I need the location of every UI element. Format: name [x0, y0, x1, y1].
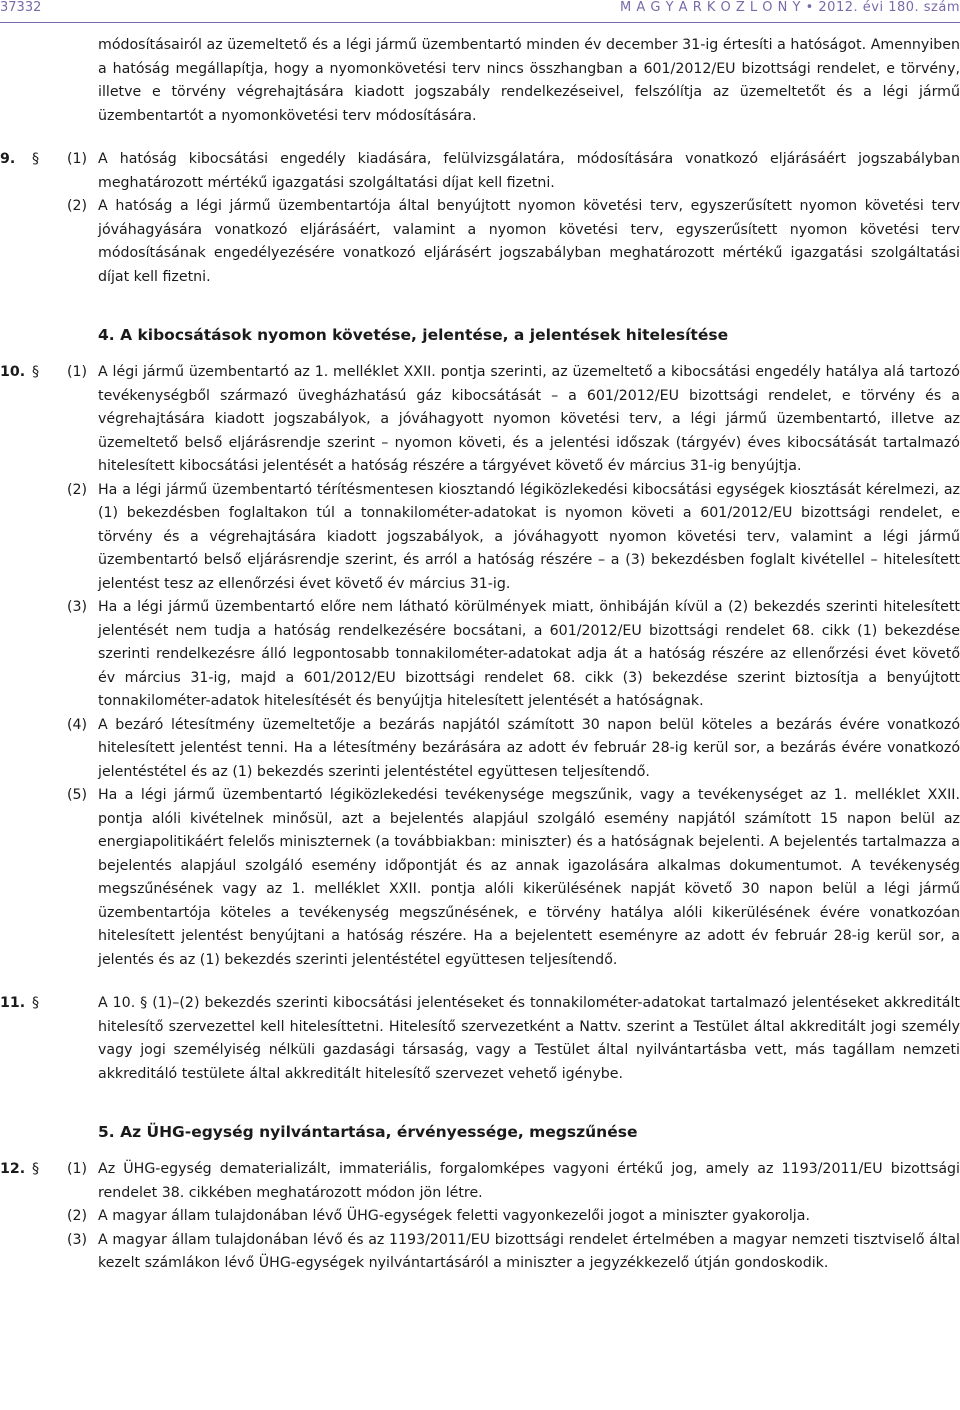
subsection-text: Ha a légi jármű üzembentartó térítésmentesen kiosztandó légiközlekedési kibocsátási egységek kiosztását kérelmezi, az (1) bekezdésben foglaltakon túl a tonnakilométer-adatokat is nyomon követi a 601/2012/EU bizottsági rendelet, e törvény és a végrehajtására kiadott jogszabályok, a jóváhagyott nyomon követési terv, valamint a légi jármű üzembentartó belső eljárásrendje szerint, és arról a hatóság részére – a (3) bekezdésben foglalt kivétellel – hitelesített jelentést tesz az ellenőrzési évet követő év március 31-ig.	[98, 481, 960, 592]
section-11	[0, 992, 960, 1086]
subsection-text: Ha a légi jármű üzembentartó előre nem látható körülmények miatt, önhibáján kívül a (2) bekezdés szerinti hitelesített jelentését nem tudja a hatóság rendelkezésére bocsátani, a 601/2012/EU bizottsági rendelet 68. cikk (1) bekezdése szerinti rendelkezésre álló legpontosabb tonnakilométer-adatokat adja át a hatóság részére az ellenőrzési évet követő év március 31-ig, majd a 601/2012/EU bizottsági rendelet 68. cikk (3) bekezdése szerint biztosítja a benyújtott tonnakilométer-adatok hitelesítését és benyújtja hitelesített jelentését a hatóságnak.	[98, 599, 960, 709]
subsection-number: (3)	[67, 599, 88, 615]
page-header	[0, 0, 960, 22]
header-rule	[0, 22, 960, 23]
subsection-number: (1)	[67, 1161, 88, 1177]
section-sign: §	[32, 1161, 40, 1177]
section-number: 9.	[0, 151, 16, 167]
page-number: 37332	[0, 0, 42, 15]
subsection	[67, 1205, 960, 1229]
section-number: 12.	[0, 1161, 26, 1177]
chapter-heading-4: 4. A kibocsátások nyomon követése, jelentése, a jelentések hitelesítése	[98, 326, 729, 344]
subsection-number: (3)	[67, 1231, 88, 1248]
section-sign: §	[32, 364, 40, 380]
section-9	[0, 148, 960, 289]
subsection-text: A magyar állam tulajdonában lévő és az 1193/2011/EU bizottsági rendelet értelmében a magyar nemzeti tisztviselő által kezelt számlákon lévő ÜHG-egységek nyilvántartásáról a miniszter a jegyzékkezelő útján gondoskodik.	[98, 1231, 960, 1271]
intro-paragraph: módosításairól az üzemeltető és a légi jármű üzembentartó minden év december 31-ig értesíti a hatóságot. Amennyiben a hatóság megállapítja, hogy a nyomonkövetési terv nincs összhangban a 601/2012/EU bizottsági rendelet, e törvény, illetve e törvény végrehajtására kiadott jogszabály rendelkezéseivel, felszólítja az üzemeltetőt és a légi jármű üzembentartót a nyomonkövetési terv módosítására.	[98, 37, 960, 124]
subsection	[67, 1229, 960, 1276]
chapter-heading-5: 5. Az ÜHG-egység nyilvántartása, érvényessége, megszűnése	[98, 1123, 638, 1141]
subsection	[67, 361, 960, 479]
subsection-text: A hatóság kibocsátási engedély kiadására, felülvizsgálatára, módosítására vonatkozó eljárásáért jogszabályban meghatározott mértékű igazgatási szolgáltatási díjat kell fizetni.	[98, 151, 960, 191]
document-body	[0, 34, 960, 1276]
subsection	[67, 714, 960, 785]
section-text: A 10. § (1)–(2) bekezdés szerinti kibocsátási jelentéseket és tonnakilométer-adatokat tartalmazó jelentéseket akkreditált hitelesítő szervezettel kell hitelesíttetni. Hitelesítő szervezetként a Nattv. szerint a Testület által akkreditált jogi személy vagy jogi személyiség nélküli gazdasági társaság, vagy a Testület által nyilvántartásba vett, más tagállam nemzeti akkreditáló testülete által akkreditált hitelesítő szervezet vehető igénybe.	[98, 995, 960, 1082]
subsection-number: (2)	[67, 1208, 88, 1224]
subsection-number: (1)	[67, 151, 88, 167]
subsection-text: Ha a légi jármű üzembentartó légiközlekedési tevékenysége megszűnik, vagy a tevékenységet az 1. melléklet XXII. pontja alóli kivételnek minősül, azt a bejelentés alapjául szolgáló esemény napjától számított 15 napon belül az energiapolitikáért felelős miniszternek (a továbbiakban: miniszter) és a hatóságnak bejelenti. A bejelentés tartalmazza a bejelentés alapjául szolgáló esemény időpontját és az annak igazolására alkalmas dokumentumot. A tevékenység megszűnésének vagy az 1. melléklet XXII. pontja alóli kikerülésének napját követő 30 napon belül a légi jármű üzembentartója köteles a tevékenység megszűnésének, e törvény hatálya alóli kikerülésének évére vonatkozóan hitelesített jelentést benyújtani a hatóság részére. Ha a bejelentett eseményre az adott év február 28-ig kerül sor, a jelentés és az (1) bekezdés szerinti jelentéstétel együttesen teljesítendő.	[98, 787, 960, 968]
section-sign: §	[32, 151, 40, 167]
section-12	[0, 1158, 960, 1276]
subsection-number: (5)	[67, 787, 88, 803]
subsection	[67, 479, 960, 597]
subsection-number: (4)	[67, 716, 88, 733]
subsection-text: A hatóság a légi jármű üzembentartója által benyújtott nyomon követési terv, egyszerűsített nyomon követési terv jóváhagyására vonatkozó eljárásáért, valamint a nyomon követési terv, egyszerűsített nyomon követési terv módosításának engedélyezésére vonatkozó eljárásért jogszabályban meghatározott mértékű igazgatási szolgáltatási díjat kell fizetni.	[98, 198, 960, 285]
subsection-text: A bezáró létesítmény üzemeltetője a bezárás napjától számított 30 napon belül köteles a bezárás évére vonatkozó hitelesített jelentést tenni. Ha a létesítmény bezárására az adott év február 28-ig kerül sor, a bezárás évére vonatkozó jelentéstétel és az (1) bekezdés szerinti jelentéstétel együttesen teljesítendő.	[98, 716, 960, 780]
section-number: 11.	[0, 995, 26, 1011]
subsection	[67, 195, 960, 289]
subsection-text: Az ÜHG-egység dematerializált, immateriális, forgalomképes vagyoni értékű jog, amely az 1193/2011/EU bizottsági rendelet 38. cikkében meghatározott módon jön létre.	[98, 1161, 960, 1201]
subsection	[67, 596, 960, 714]
subsection-text: A magyar állam tulajdonában lévő ÜHG-egységek feletti vagyonkezelői jogot a miniszter gyakorolja.	[98, 1208, 810, 1224]
subsection	[67, 784, 960, 972]
section-10	[0, 361, 960, 972]
subsection-text: A légi jármű üzembentartó az 1. melléklet XXII. pontja szerinti, az üzemeltető a kibocsátási engedély hatálya alá tartozó tevékenységből származó üvegházhatású gáz kibocsátását – a 601/2012/EU bizottsági rendelet, e törvény és a végrehajtására kiadott jogszabályok, a jóváhagyott nyomon követési terv, a légi jármű üzembentartó, illetve az üzemeltető belső eljárásrendje szerint – nyomon követi, és a jelentési időszak (tárgyév) éves kibocsátását tartalmazó hitelesített kibocsátási jelentését a hatóság részére a tárgyévet követő év március 31-ig benyújtja.	[98, 364, 960, 474]
subsection	[67, 1158, 960, 1205]
subsection	[67, 148, 960, 195]
subsection-number: (2)	[67, 198, 88, 214]
subsection-number: (2)	[67, 481, 88, 498]
journal-title: M A G Y A R K Ö Z L Ö N Y • 2012. évi 180. szám	[620, 0, 960, 15]
section-sign: §	[32, 995, 40, 1011]
section-number: 10.	[0, 364, 26, 380]
subsection-number: (1)	[67, 364, 88, 380]
